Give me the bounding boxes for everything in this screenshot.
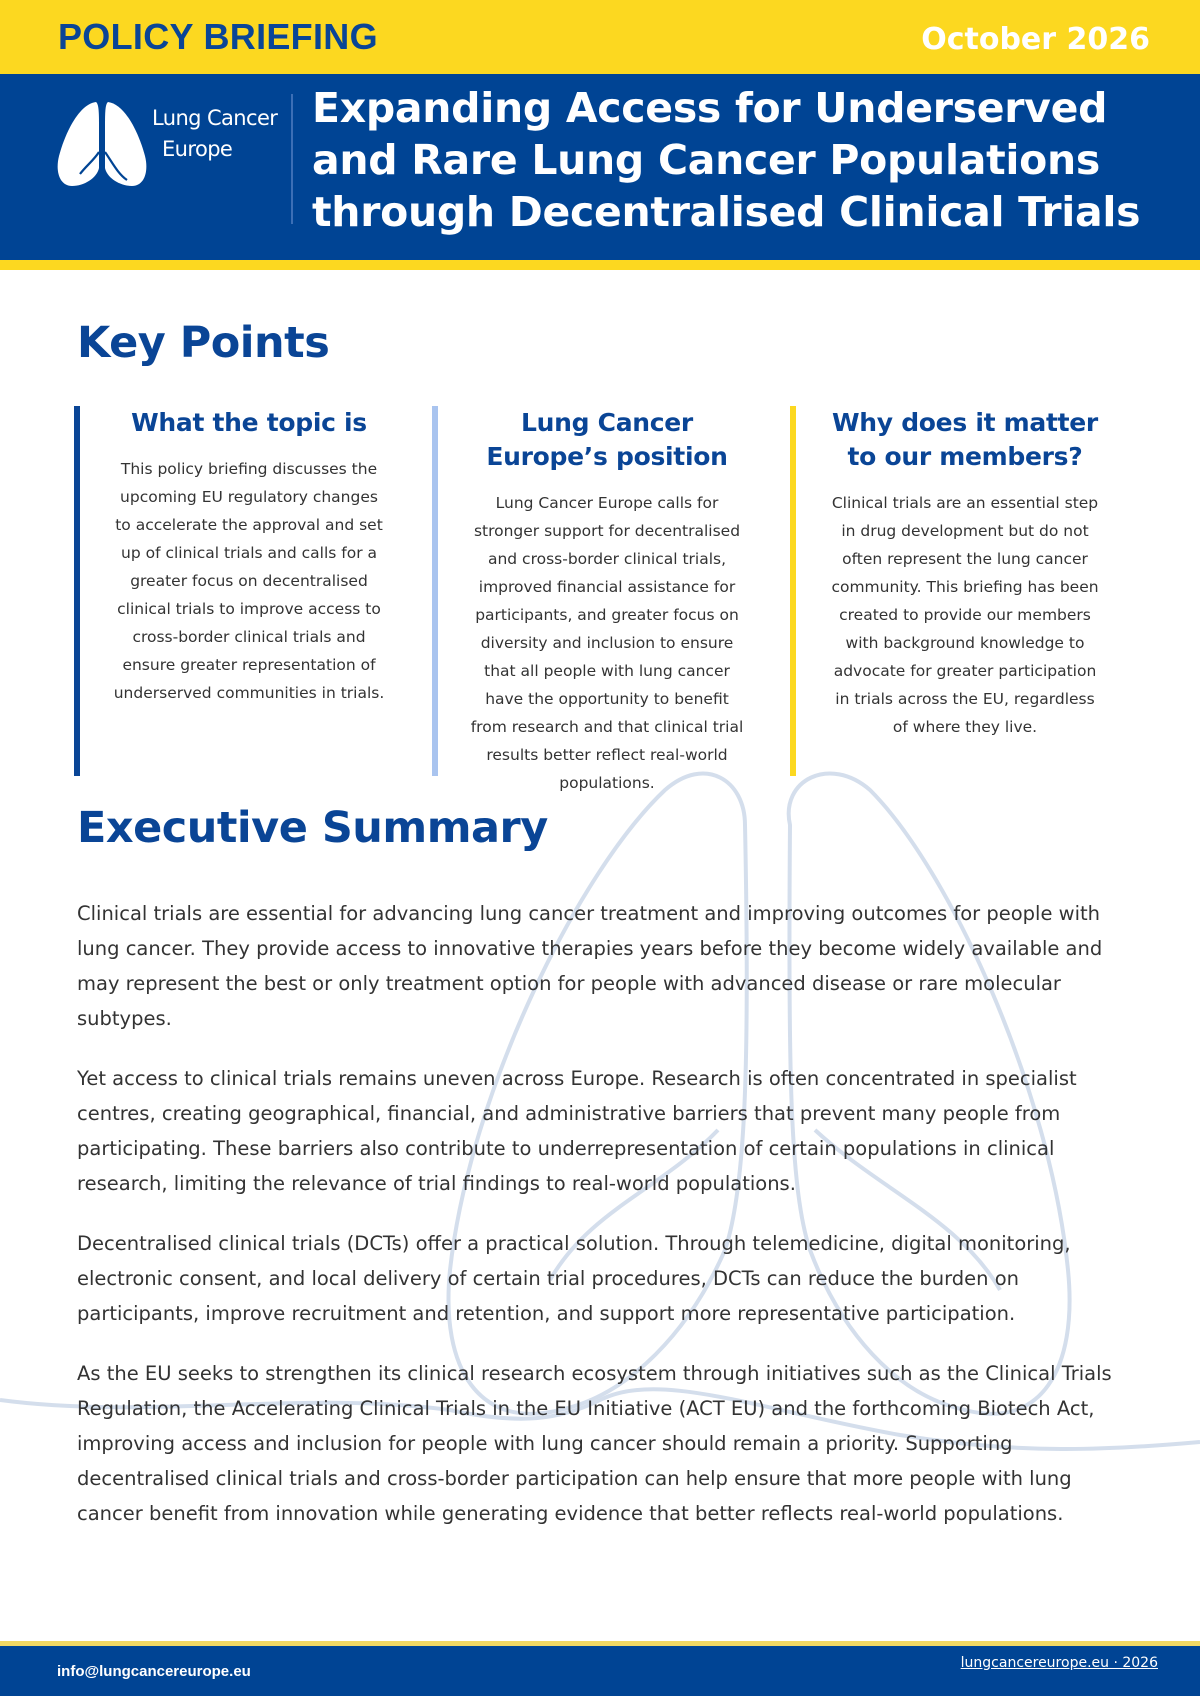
top-banner (0, 0, 1200, 74)
footer (0, 1646, 1200, 1696)
key-point-title: Why does it matter to our members? (832, 408, 1098, 471)
key-point-text: Clinical trials are an essential step in drug development but do not often represent the lung cancer community. This briefing has been created to provide our members with background knowledge to advocate for greater participation in trials across the EU, regardless of where they live. (831, 494, 1099, 736)
executive-summary-body (77, 896, 1127, 1556)
summary-paragraph: Yet access to clinical trials remains uneven across Europe. Research is often concentrated in specialist centres, creating geographical, financial, and administrative barriers that prevent many people from participating. These barriers also contribute to underrepresentation of certain populations in clinical research, limiting the relevance of trial findings to real-world populations. (77, 1067, 1077, 1195)
key-point-text: Lung Cancer Europe calls for stronger support for decentralised and cross-border clinical trials, improved financial assistance for participants, and greater focus on diversity and inclusion to ensure that all people with lung cancer have the opportunity to benefit from research and that clinical trial results better reflect real-world populations. (470, 494, 744, 792)
key-points-heading: Key Points (77, 318, 330, 368)
summary-paragraph: Decentralised clinical trials (DCTs) offer a practical solution. Through telemedicine, digital monitoring, electronic consent, and local delivery of certain trial procedures, DCTs can reduce the burden on participants, improve recruitment and retention, and support more representative participation. (77, 1232, 1071, 1325)
summary-paragraph: Clinical trials are essential for advancing lung cancer treatment and improving outcomes for people with lung cancer. They provide access to innovative therapies years before they become widely available and may represent the best or only treatment option for people with advanced disease or rare molecular subtypes. (77, 902, 1103, 1030)
key-point-position (432, 406, 756, 792)
website-link[interactable]: lungcancereurope.eu · 2026 (960, 1655, 1158, 1671)
key-point-why-it-matters (790, 406, 1114, 776)
contact-email: info@lungcancereurope.eu (57, 1663, 251, 1680)
summary-paragraph: As the EU seeks to strengthen its clinical research ecosystem through initiatives such as the Clinical Trials Regulation, the Accelerating Clinical Trials in the EU Initiative (ACT EU) and the forthcoming Biotech Act, improving access and inclusion for people with lung cancer should remain a priority. Supporting decentralised clinical trials and cross-border participation can help ensure that more people with lung cancer benefit from innovation while generating evidence that better reflects real-world populations. (77, 1362, 1112, 1525)
key-point-topic (74, 406, 398, 776)
document-title: Expanding Access for Underserved and Rare Lung Cancer Populations through Decentralised Clinical Trials (312, 84, 1141, 236)
document-type-label: POLICY BRIEFING (58, 16, 378, 57)
lung-cancer-europe-logo (56, 94, 276, 190)
logo-text-line-2: Europe (162, 137, 233, 161)
lungs-icon (56, 94, 152, 190)
logo-text-line-1: Lung Cancer (152, 106, 278, 130)
header-divider (291, 94, 293, 224)
key-point-text: This policy briefing discusses the upcoming EU regulatory changes to accelerate the approval and set up of clinical trials and calls for a greater focus on decentralised clinical trials to improve access to cross-border clinical trials and ensure greater representation of underserved communities in trials. (113, 460, 385, 702)
key-point-title: What the topic is (131, 408, 367, 437)
key-point-title: Lung Cancer Europe’s position (486, 408, 728, 471)
header-accent-stripe (0, 260, 1200, 270)
executive-summary-heading: Executive Summary (77, 803, 548, 853)
publication-date: October 2026 (921, 22, 1150, 57)
